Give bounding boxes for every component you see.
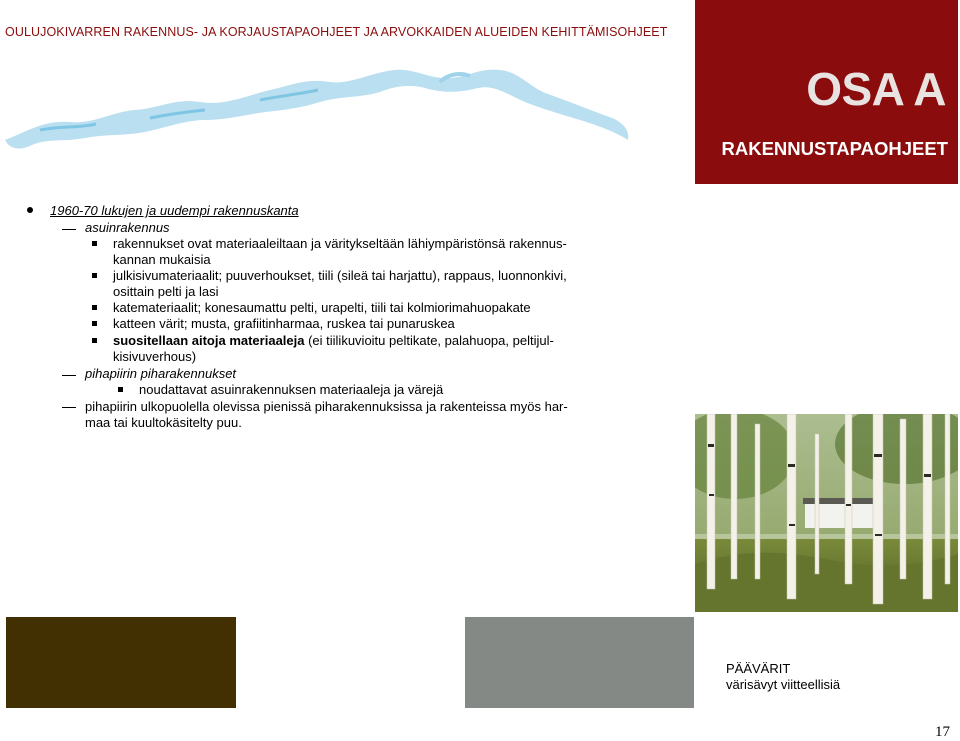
sub-item-asuinrakennus: asuinrakennus [85,220,170,235]
legend-title: PÄÄVÄRIT [726,661,791,676]
list-item-text: noudattavat asuinrakennuksen materiaaleja ja värejä [139,382,444,397]
page-number: 17 [935,724,950,740]
birch-forest-photo [695,414,958,612]
square-bullet-icon [92,338,97,343]
sub-item-piharakennukset: pihapiirin piharakennukset [85,366,237,381]
section-banner [695,0,958,184]
color-swatch-brown [6,617,236,708]
list-item-text: osittain pelti ja lasi [113,284,219,299]
dash-icon [62,229,76,230]
color-swatch-gray [465,617,694,708]
document-header-title: OULUJOKIVARREN RAKENNUS- JA KORJAUSTAPAOHJEET JA ARVOKKAIDEN ALUEIDEN KEHITTÄMISOHJEET [5,25,668,39]
section-subtitle: RAKENNUSTAPAOHJEET [721,138,948,159]
list-item-text: julkisivumateriaalit; puuverhoukset, tiili (sileä tai harjattu), rappaus, luonnonkivi, [113,268,567,283]
color-swatch-white [236,617,465,708]
square-bullet-icon [118,387,123,392]
square-bullet-icon [92,321,97,326]
content-heading: 1960-70 lukujen ja uudempi rakennuskanta [50,203,299,218]
sub-item-ulkopuolella-cont: maa tai kuultokäsitelty puu. [85,415,242,430]
list-item-text: katemateriaalit; konesaumattu pelti, urapelti, tiili tai kolmiorimahuopakate [113,300,531,315]
square-bullet-icon [92,273,97,278]
bullet-dot-icon [27,207,33,213]
square-bullet-icon [92,305,97,310]
square-bullet-icon [92,241,97,246]
list-item-text: kannan mukaisia [113,252,211,267]
content-list [0,0,690,440]
recommendation-rest: (ei tiilikuvioitu peltikate, palahuopa, peltijul- [304,333,554,348]
list-item-text: katteen värit; musta, grafiitinharmaa, ruskea tai punaruskea [113,316,455,331]
list-item-text: rakennukset ovat materiaaleiltaan ja väritykseltään lähiympäristönsä rakennus- [113,236,567,251]
bold-recommendation: suositellaan aitoja materiaaleja [113,333,305,348]
dash-icon [62,375,76,376]
list-item-text [113,333,554,349]
sub-item-ulkopuolella: pihapiirin ulkopuolella olevissa pienissä piharakennuksissa ja rakenteissa myös har- [85,399,568,414]
list-item-text: kisivuverhous) [113,349,197,364]
dash-icon [62,407,76,408]
legend-subtitle: värisävyt viitteellisiä [726,677,841,692]
section-label: OSA A [806,63,946,115]
